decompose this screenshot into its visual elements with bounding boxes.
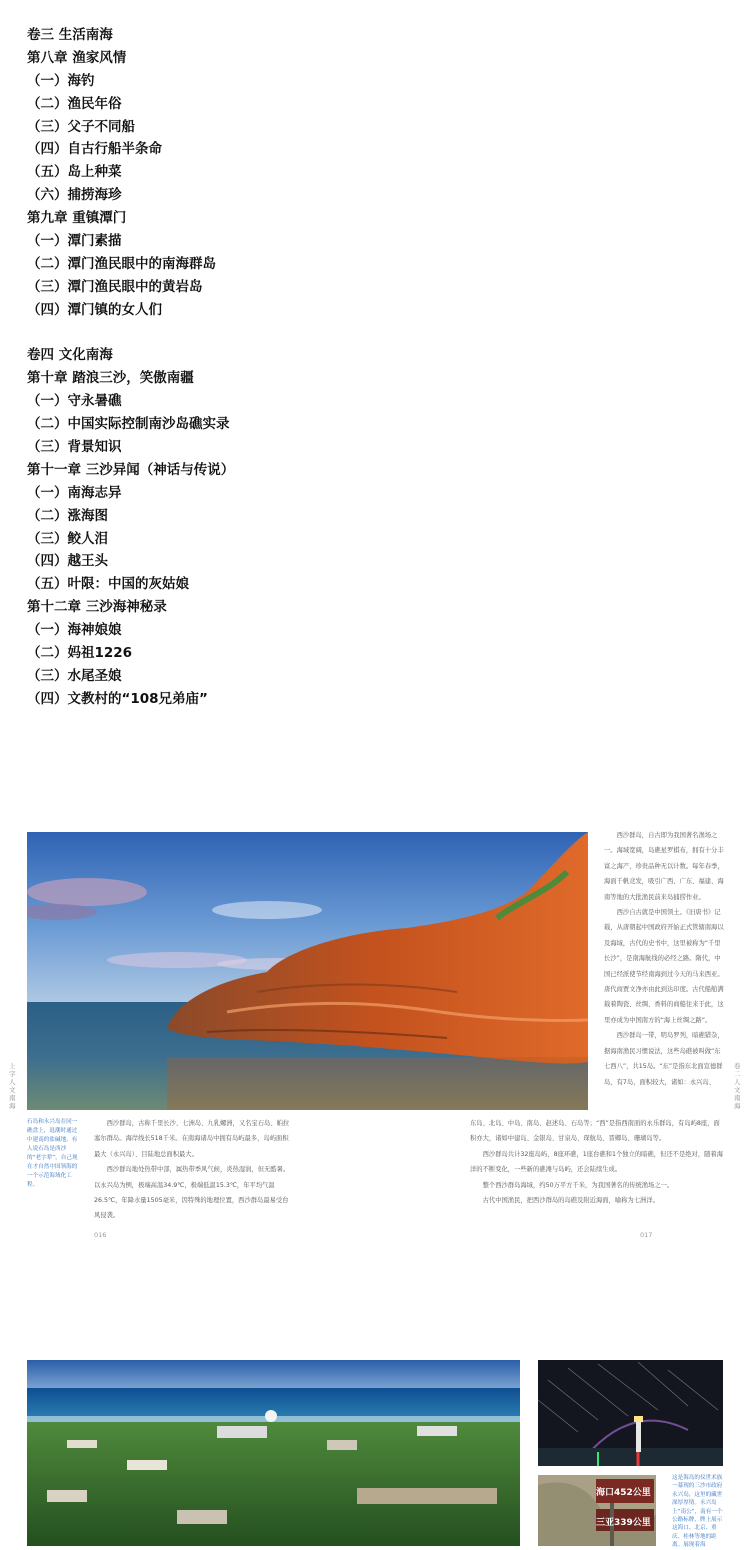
- toc-chapter-11: 第十一章 三沙异闻（神话与传说）: [27, 461, 235, 478]
- toc-item: （二）妈祖1226: [27, 645, 133, 662]
- toc-item: （三）鲛人泪: [27, 530, 108, 547]
- toc-item: （四）文教村的“108兄弟庙”: [27, 690, 208, 707]
- page-number-left: 016: [94, 1231, 107, 1239]
- toc-item: （二）潭门渔民眼中的南海群岛: [27, 255, 216, 272]
- paragraph: 西沙群岛共计32座岛屿，8座环礁，1座台礁和1个独立的暗礁，但还不是绝对，随着海洋的不断变化，一些新的礁滩与岛屿，还会陆续生成。: [470, 1150, 724, 1174]
- photo-caption-2: 这是海岛的仪世术族一幕现的三沙市政府永兴岛，这里的藏世深厚厚情。永兴岛上“南公”，南有一个公路标牌，牌上展示这海口、北京、重庆、桂林等地的距离。展现着海: [672, 1475, 723, 1549]
- running-header-left: 上 字 人文南海: [9, 1062, 16, 1110]
- toc-item: （二）涨海图: [27, 507, 108, 524]
- toc-item: （三）背景知识: [27, 439, 122, 456]
- paragraph: 西沙自古就是中国领土。《旧唐书》记载，从唐朝起中国政府开始正式管辖南海以及海域，古代的史书中，这里被称为“千里长沙”，是南海航线的必经之路。隋代，中国已经派使节经南海到过今天的马来西亚。唐代商贾文净亦由此到达印度。古代船舶满载着陶瓷、丝绸、香料的商船往来于此，这里亦成为中国南方的“海上丝绸之路”。: [604, 909, 724, 1024]
- body-text-column-right: [470, 1116, 724, 1208]
- table-of-contents: [27, 24, 427, 711]
- toc-volume-3: 卷三 生活南海: [27, 27, 113, 43]
- book-spread-island: [0, 1358, 750, 1549]
- toc-chapter-8: 第八章 渔家风情: [27, 49, 127, 66]
- paragraph: 古代中国渔民，把西沙群岛的岛礁及附近海面，喻称为七洲洋。: [482, 1197, 659, 1205]
- road-sign-photo: [538, 1475, 656, 1546]
- toc-item: （二）渔民年俗: [27, 95, 122, 112]
- toc-spacer: [27, 322, 427, 345]
- running-header-right: 卷 二 人文南海: [734, 1062, 741, 1110]
- toc-item: （四）潭门镇的女人们: [27, 301, 162, 318]
- island-aerial-photo: [27, 1360, 520, 1546]
- toc-chapter-10: 第十章 踏浪三沙，笑傲南疆: [27, 370, 194, 387]
- paragraph: 西沙群岛，自古即为我国著名渔场之一。海域宽阔，岛礁星罗棋布，拥有十分丰富之海产，珍贵品种无以计数。每年春季，海面千帆竞发，吸引广西、广东、福建、海南等地的大批渔民前来岛捕捞作业。: [604, 832, 724, 901]
- toc-item: （三）父子不同船: [27, 118, 135, 135]
- body-text-column-left: [94, 1116, 290, 1224]
- toc-item: （四）自古行船半条命: [27, 141, 162, 158]
- road-sign-distance-sanya: 三亚339公里: [596, 1518, 651, 1528]
- paragraph: 西沙群岛一带，明岛罗列，暗礁错杂，据海南渔民习惯说法，这些岛礁被叫做“东七西八”，共15岛。“东”是指东北面宣德群岛，有7岛，面积较大，诸如：永兴岛、: [604, 1032, 724, 1086]
- toc-item: （一）海钓: [27, 72, 95, 89]
- toc-chapter-12: 第十二章 三沙海神秘录: [27, 599, 167, 616]
- toc-item: （一）守永暑礁: [27, 393, 122, 410]
- toc-item: （五）叶限：中国的灰姑娘: [27, 576, 189, 593]
- body-text-column-right-top: [604, 828, 724, 1090]
- paragraph: 西沙群岛，古称千里长沙、七洲岛、九乳螺洲，又名宝石岛、帕拉塞尔群岛。海岸线长518千米。在南海诸岛中拥有岛屿最多，岛屿面积最大（永兴岛）、目陆地总面积最大。: [94, 1120, 290, 1158]
- star-trail-photo: [538, 1360, 723, 1466]
- cliff-seascape-photo: [27, 832, 588, 1110]
- toc-chapter-9: 第九章 重镇潭门: [27, 210, 127, 227]
- paragraph: 西沙群岛地处热带中部，属热带季风气候，炎热湿润，但无酷暑。以永兴岛为例，极端高温34.9℃，极端低温15.3℃，年平均气温26.5℃，年降水量1505毫米，因特殊的地理位置，西沙群岛最易受台风侵袭。: [94, 1166, 290, 1220]
- toc-item: （四）越王头: [27, 553, 108, 570]
- toc-item: （三）水尾圣娘: [27, 667, 122, 684]
- toc-item: （三）潭门渔民眼中的黄岩岛: [27, 278, 203, 295]
- toc-item: （五）岛上种菜: [27, 164, 122, 181]
- toc-item: （一）海神娘娘: [27, 622, 122, 639]
- toc-volume-4: 卷四 文化南海: [27, 347, 113, 364]
- book-spread-016-017: [0, 828, 750, 1248]
- toc-item: （二）中国实际控制南沙岛礁实录: [27, 416, 230, 433]
- photo-caption: 石岛和永兴岛在同一礁盘上，退潮时通过中建南的盐碱地。有人说石岛是西沙的“老字辈”，自己现在才自然中国领海的一个示范海域化工程。: [27, 1119, 78, 1188]
- toc-item: （一）南海志异: [27, 484, 122, 501]
- paragraph: 整个西沙群岛海域，约50万平方千米，为我国著名的传统渔场之一。: [482, 1181, 674, 1189]
- toc-item: （六）捕捞海珍: [27, 187, 122, 204]
- road-sign-distance-haikou: 海口452公里: [596, 1488, 651, 1498]
- toc-item: （一）潭门素描: [27, 233, 122, 250]
- page-number-right: 017: [640, 1231, 653, 1239]
- paragraph: 东岛、北岛、中岛、南岛、赵述岛、石岛等；“西”是指西南面的永乐群岛，有岛屿8座，面积亦大，诸如中建岛、金银岛、甘泉岛、琛航岛、晋卿岛、珊瑚岛等。: [470, 1120, 720, 1143]
